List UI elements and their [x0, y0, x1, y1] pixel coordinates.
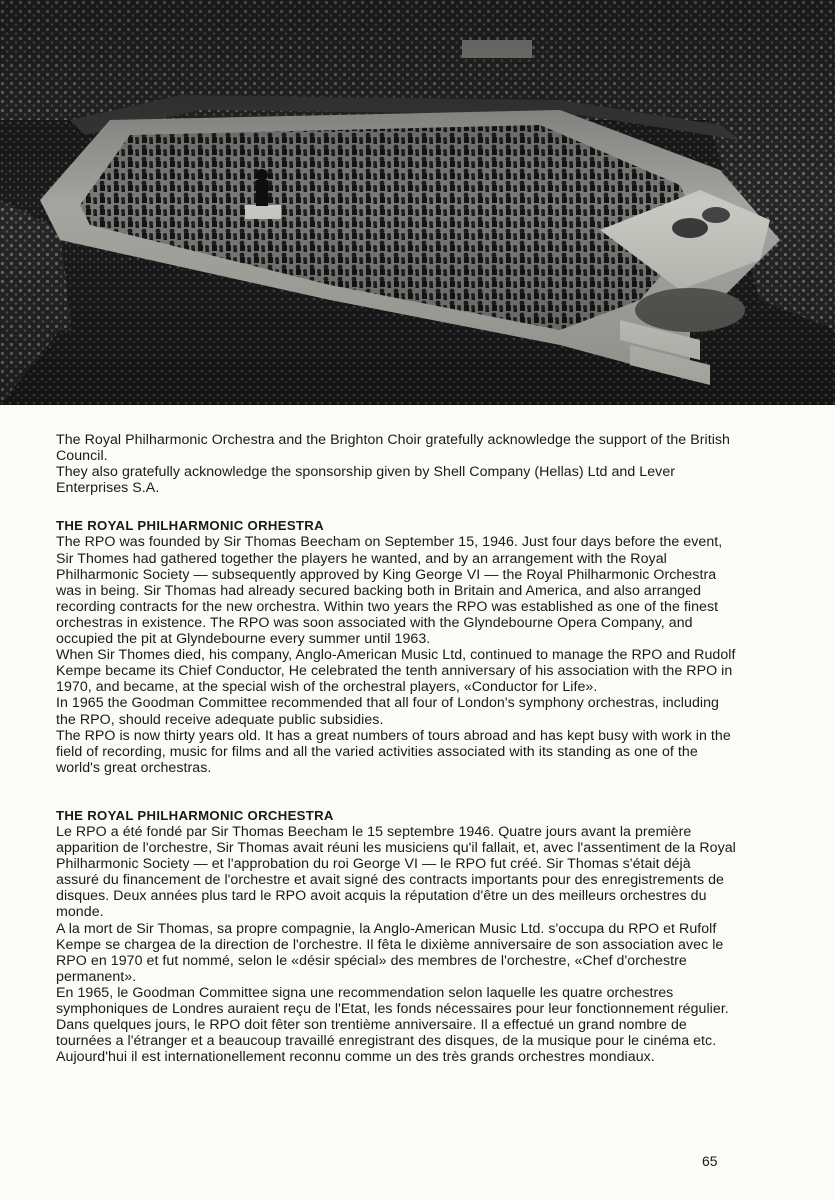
- main-text: [56, 432, 736, 1065]
- paragraph: The RPO was founded by Sir Thomas Beecham on September 15, 1946. Just four days before the event, Sir Thomes had gathered together the players he wanted, and by an arrangement with the Royal Philharmonic Society — subsequently approved by King George VI — the Royal Philharmonic Orchestra was in being. Sir Thomas had already secured backing both in Britain and America, and also arranged recording contracts for the new orchestra. Within two years the RPO was established as one of the finest orchestras in existence. The RPO was soon associated with the Glyndebourne Opera Company, and occupied the pit at Glyndebourne every summer until 1963.: [56, 534, 723, 648]
- english-section: [56, 518, 736, 776]
- paragraph: Dans quelques jours, le RPO doit fêter son trentième anniversaire. Il a effectué un grand nombre de tournées a l'étranger et a beaucoup travaillé enregistrant des disques, de la musique pour le cinéma etc. Aujourd'hui il est internationellement reconnu comme un des très grands orchestres mondiaux.: [56, 1017, 717, 1066]
- page-number: 65: [702, 1153, 718, 1169]
- section-heading: THE ROYAL PHILHARMONIC ORHESTRA: [56, 518, 324, 534]
- acknowledgement-line: They also gratefully acknowledge the sponsorship given by Shell Company (Hellas) Ltd and Lever Enterprises S.A.: [56, 464, 676, 497]
- acknowledgement-line: The Royal Philharmonic Orchestra and the Brighton Choir gratefully acknowledge the support of the British Council.: [56, 432, 730, 465]
- paragraph: A la mort de Sir Thomas, sa propre compagnie, la Anglo-American Music Ltd. s'occupa du RPO et Rufolf Kempe se chargea de la direction de l'orchestre. Il fêta le dixième anniversaire de son association avec le RPO en 1970 et fut nommé, selon le «désir spécial» des membres de l'orchestre, «Chef d'orchestre permanent».: [56, 920, 724, 985]
- paragraph: When Sir Thomes died, his company, Anglo-American Music Ltd, continued to manage the RPO and Rudolf Kempe became its Chief Conductor, He celebrated the tenth anniversary of his association with the RPO in 1970, and became, at the special wish of the orchestral players, «Conductor for Life».: [56, 647, 736, 696]
- paragraph: In 1965 the Goodman Committee recommended that all four of London's symphony orchestras, including the RPO, should receive adequate public subsidies.: [56, 695, 719, 728]
- paragraph: The RPO is now thirty years old. It has a great numbers of tours abroad and has kept busy with work in the field of recording, music for films and all the varied activities associated with its standing as one of the world's great orchestras.: [56, 727, 731, 776]
- orchestra-photo: [0, 0, 835, 405]
- section-heading: THE ROYAL PHILHARMONIC ORCHESTRA: [56, 807, 334, 823]
- french-section: [56, 808, 736, 1066]
- acknowledgement-block: [56, 432, 736, 496]
- paragraph: En 1965, le Goodman Committee signa une recommendation selon laquelle les quatre orchestres symphoniques de Londres auraient reçu de l'Etat, les fonds nécessaires pour leur fonctionnement régulier.: [56, 984, 729, 1017]
- paragraph: Le RPO a été fondé par Sir Thomas Beecham le 15 septembre 1946. Quatre jours avant la première apparition de l'orchestre, Sir Thomas avait réuni les musiciens qu'il fallait, et, avec l'assentiment de la Royal Philharmonic Society — et l'approbation du roi George VI — le RPO fut créé. Sir Thomas s'était déjà assuré du financement de l'orchestre et avait signé des contracts importants pour des enregistrements de disques. Deux années plus tard le RPO avoit acquis la réputation d'être un des meilleurs orchestres du monde.: [56, 823, 736, 921]
